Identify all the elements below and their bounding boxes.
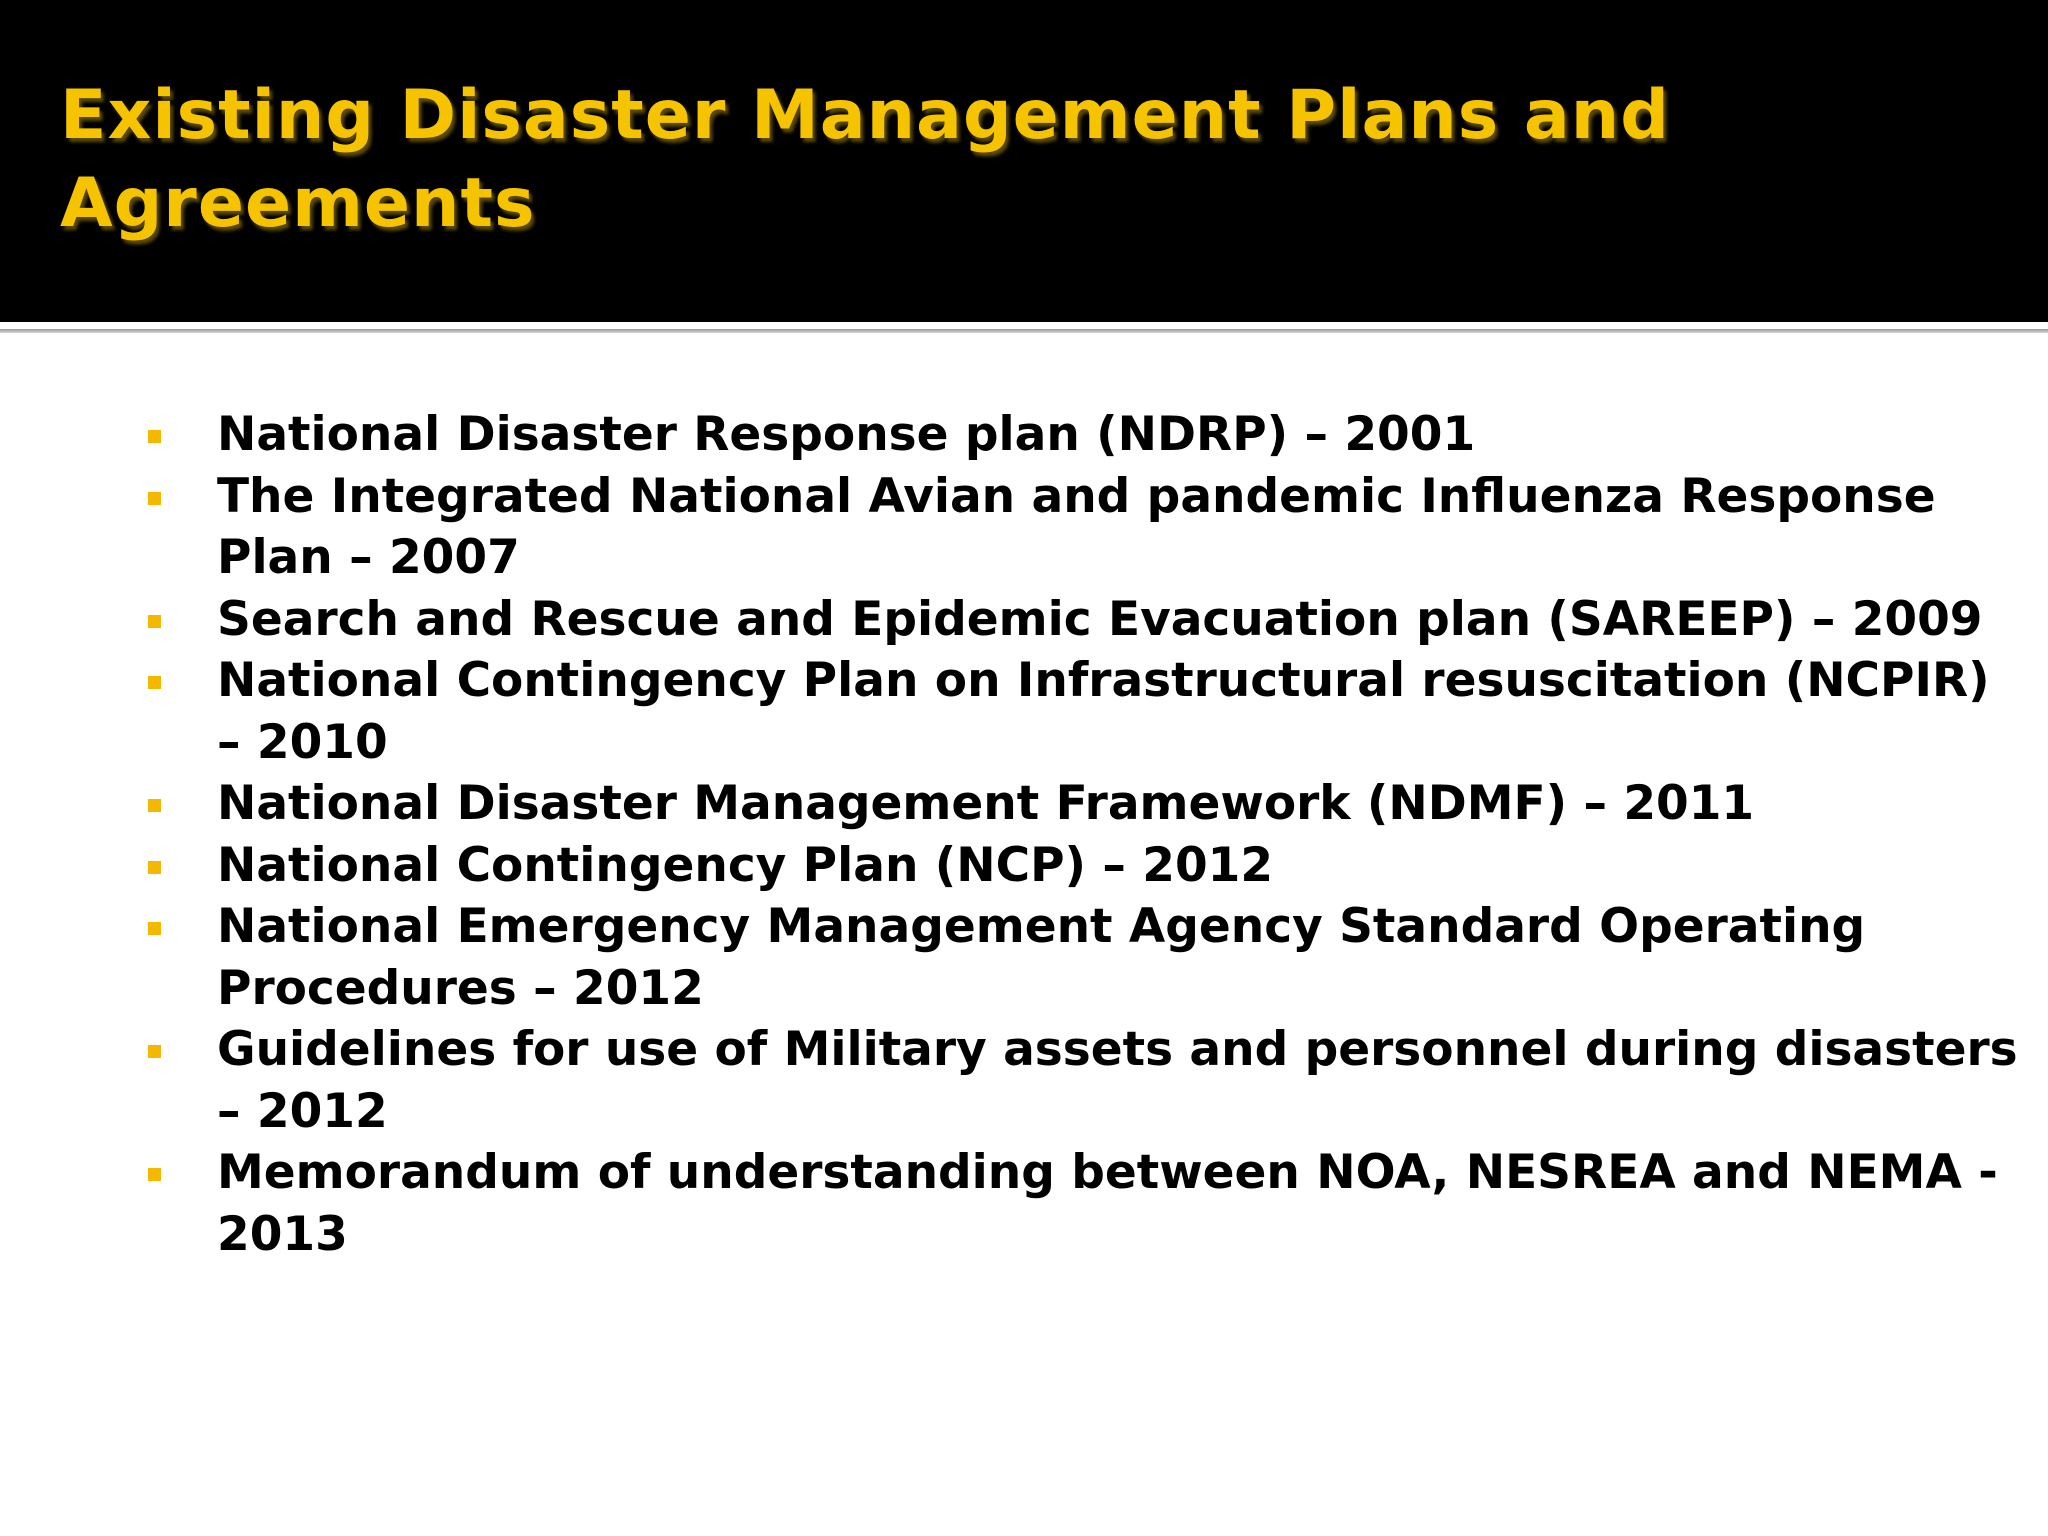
list-item-text: National Contingency Plan on Infrastructural resuscitation (NCPIR) – 2010 (217, 653, 1990, 770)
list-item (140, 404, 2020, 466)
list-item-text: Guidelines for use of Military assets and personnel during disasters – 2012 (217, 1022, 2018, 1139)
square-bullet-icon (148, 492, 161, 505)
list-item (140, 589, 2020, 651)
list-item-text: National Emergency Management Agency Standard Operating Procedures – 2012 (217, 899, 1866, 1016)
list-item-text: National Disaster Management Framework (NDMF) – 2011 (217, 776, 1755, 831)
square-bullet-icon (148, 1045, 161, 1058)
square-bullet-icon (148, 1168, 161, 1181)
list-item (140, 466, 2020, 589)
list-item-text: Memorandum of understanding between NOA, NESREA and NEMA - 2013 (217, 1145, 1998, 1262)
bullet-list (140, 404, 2020, 1265)
list-item (140, 896, 2020, 1019)
square-bullet-icon (148, 430, 161, 443)
list-item-text: National Disaster Response plan (NDRP) – 2001 (217, 407, 1476, 462)
list-item (140, 1019, 2020, 1142)
list-item-text: The Integrated National Avian and pandemic Influenza Response Plan – 2007 (217, 468, 1936, 585)
title-divider (0, 329, 2048, 333)
list-item (140, 650, 2020, 773)
list-item (140, 1142, 2020, 1265)
list-item-text: Search and Rescue and Epidemic Evacuation plan (SAREEP) – 2009 (217, 591, 1983, 647)
square-bullet-icon (148, 861, 161, 874)
square-bullet-icon (148, 799, 161, 812)
list-item (140, 773, 2020, 835)
square-bullet-icon (148, 922, 161, 935)
list-item (140, 835, 2020, 897)
list-item-text: National Contingency Plan (NCP) – 2012 (217, 837, 1274, 893)
square-bullet-icon (148, 615, 161, 628)
square-bullet-icon (148, 676, 161, 689)
title-bar (0, 0, 2048, 322)
slide-title: Existing Disaster Management Plans and Agreements (60, 76, 1670, 243)
